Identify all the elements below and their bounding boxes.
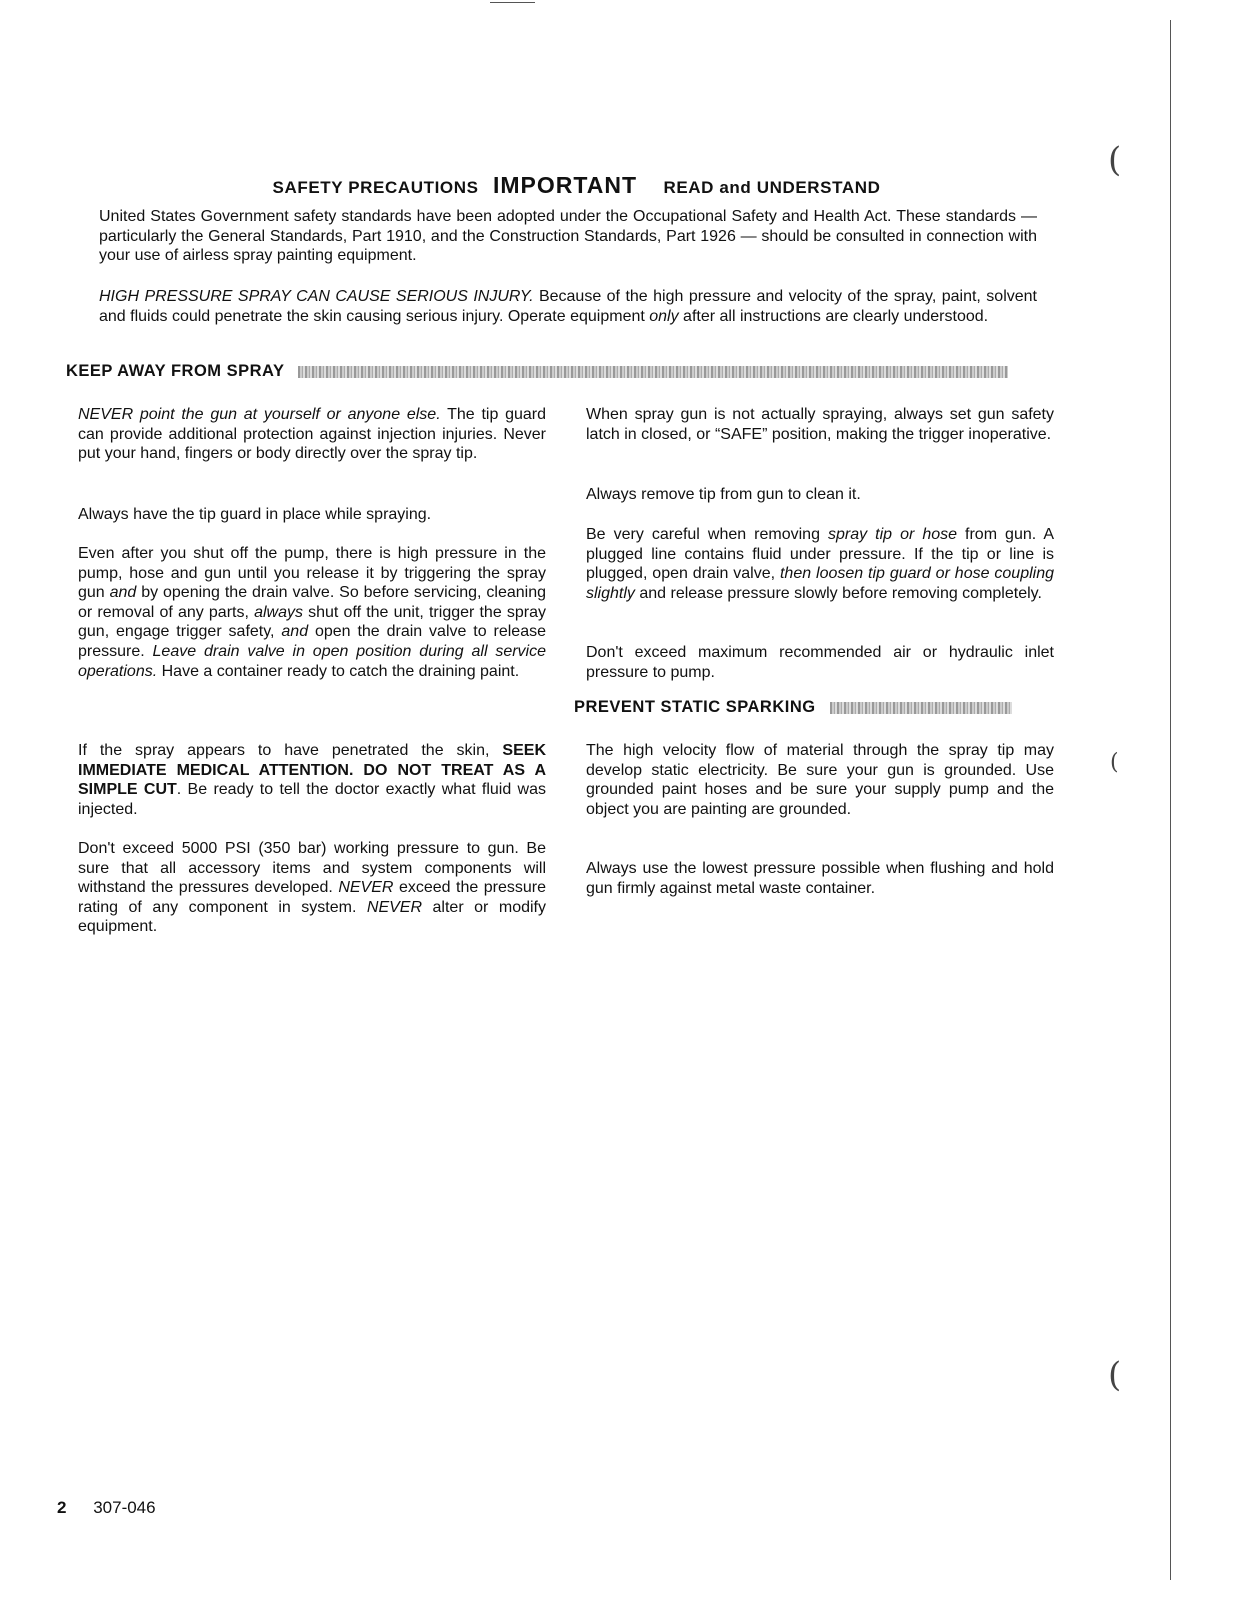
left-paragraph-max-pressure [78,839,546,937]
text-segment: Because of the high pressure and velocity of the spray, paint, solvent and fluids could penetrate the skin causing serious injury. Operate equipment [99,288,1038,325]
text-segment: If the spray appears to have penetrated the skin, [78,742,503,759]
text-segment: United States Government safety standards have been adopted under the Occupational Safety and Health Act. These standards — particularly the General Standards, Part 1910, and the Construction Standards, Part 1926 — should be consulted in connection with your use of airless spray painting equipment. [99,208,1037,265]
italic-text: NEVER [366,898,423,916]
left-paragraph-tip-guard [78,505,546,525]
text-segment: Don't exceed 5000 PSI (350 bar) working pressure to gun. Be sure that all accessory items and system components will withstand the pressures developed. [78,840,546,897]
text-segment: after all instructions are clearly understood. [678,307,989,325]
italic-text: HIGH PRESSURE SPRAY CAN CAUSE SERIOUS INJURY. [99,288,534,305]
page-number: 2 [57,1498,67,1517]
title-read-understand: READ and UNDERSTAND [663,178,881,197]
text-segment: alter or modify equipment. [78,898,547,936]
left-paragraph-never-point [78,405,546,464]
right-paragraph-inlet-pressure [586,643,1054,682]
binder-hole-mark: ( [1108,140,1122,180]
title-important: IMPORTANT [493,172,638,198]
page-title [0,172,1238,199]
section-heading-static-label: PREVENT STATIC SPARKING [574,698,816,716]
italic-text: NEVER point the gun at yourself or anyone else. [78,406,441,423]
italic-text: always [254,603,303,621]
text-segment: . Be ready to tell the doctor exactly what fluid was injected. [78,781,547,818]
text-segment: by opening the drain valve. So before servicing, cleaning or removal of any parts, [78,584,547,621]
title-safety-precautions: SAFETY PRECAUTIONS [272,178,479,197]
section-heading-keep-away-label: KEEP AWAY FROM SPRAY [66,362,285,380]
left-paragraph-medical [78,741,546,819]
text-segment: open the drain valve to release pressure. [78,623,547,660]
right-paragraph-careful-removing [586,525,1054,603]
italic-text: NEVER [338,879,394,897]
text-segment: from gun. A plugged line contains fluid under pressure. If the tip or line is plugged, open drain valve, [586,526,1055,583]
binding-edge-line [1170,20,1171,1580]
left-paragraph-pressure-relief [78,544,546,681]
text-segment: The tip guard can provide additional protection against injection injuries. Never put your hand, fingers or body directly over the spray tip. [78,406,547,463]
text-segment: Always remove tip from gun to clean it. [586,486,861,503]
right-paragraph-remove-tip [586,485,1054,505]
text-segment: Always use the lowest pressure possible when flushing and hold gun firmly against metal waste container. [586,860,1054,897]
text-segment: Be very careful when removing [586,526,828,543]
scan-mark [490,2,535,3]
bold-text: SEEK IMMEDIATE MEDICAL ATTENTION. DO NOT TREAT AS A SIMPLE CUT [78,742,546,799]
page-footer [57,1498,156,1518]
text-segment: Always have the tip guard in place while spraying. [78,506,432,523]
italic-text: spray tip or hose [828,526,958,543]
binder-hole-mark: ( [1110,750,1119,775]
text-segment: Have a container ready to catch the draining paint. [157,662,520,680]
right-paragraph-static [586,741,1054,819]
text-segment: When spray gun is not actually spraying, always set gun safety latch in closed, or “SAFE” position, making the trigger inoperative. [586,406,1054,443]
text-segment: Don't exceed maximum recommended air or hydraulic inlet pressure to pump. [586,644,1054,681]
text-segment: exceed the pressure rating of any component in system. [78,879,547,916]
italic-text: only [649,307,679,325]
heading-shaded-bar [298,366,1008,378]
heading-shaded-bar [830,702,1012,714]
italic-text: Leave drain valve in open position during all service operations. [78,642,547,680]
document-number: 307-046 [93,1498,156,1517]
section-heading-keep-away [66,362,1008,381]
text-segment: The high velocity flow of material through the spray tip may develop static electricity. Be sure your gun is grounded. Use grounded paint hoses and be sure your supply pump and the object you are painting are grounded. [586,742,1054,818]
intro-paragraph-warning [99,287,1037,326]
section-heading-static [574,698,1012,717]
italic-text: and [281,623,309,641]
text-segment: shut off the unit, trigger the spray gun, engage trigger safety, [78,603,547,641]
binder-hole-mark: ( [1108,1355,1122,1395]
text-segment: and release pressure slowly before removing completely. [634,584,1042,602]
right-paragraph-safety-latch [586,405,1054,444]
italic-text: then loosen tip guard or hose coupling slightly [586,565,1055,602]
intro-paragraph-osha [99,207,1037,266]
text-segment: Even after you shut off the pump, there is high pressure in the pump, hose and gun until you release it by triggering the spray gun [78,545,546,602]
italic-text: and [109,584,137,602]
right-paragraph-flushing [586,859,1054,898]
